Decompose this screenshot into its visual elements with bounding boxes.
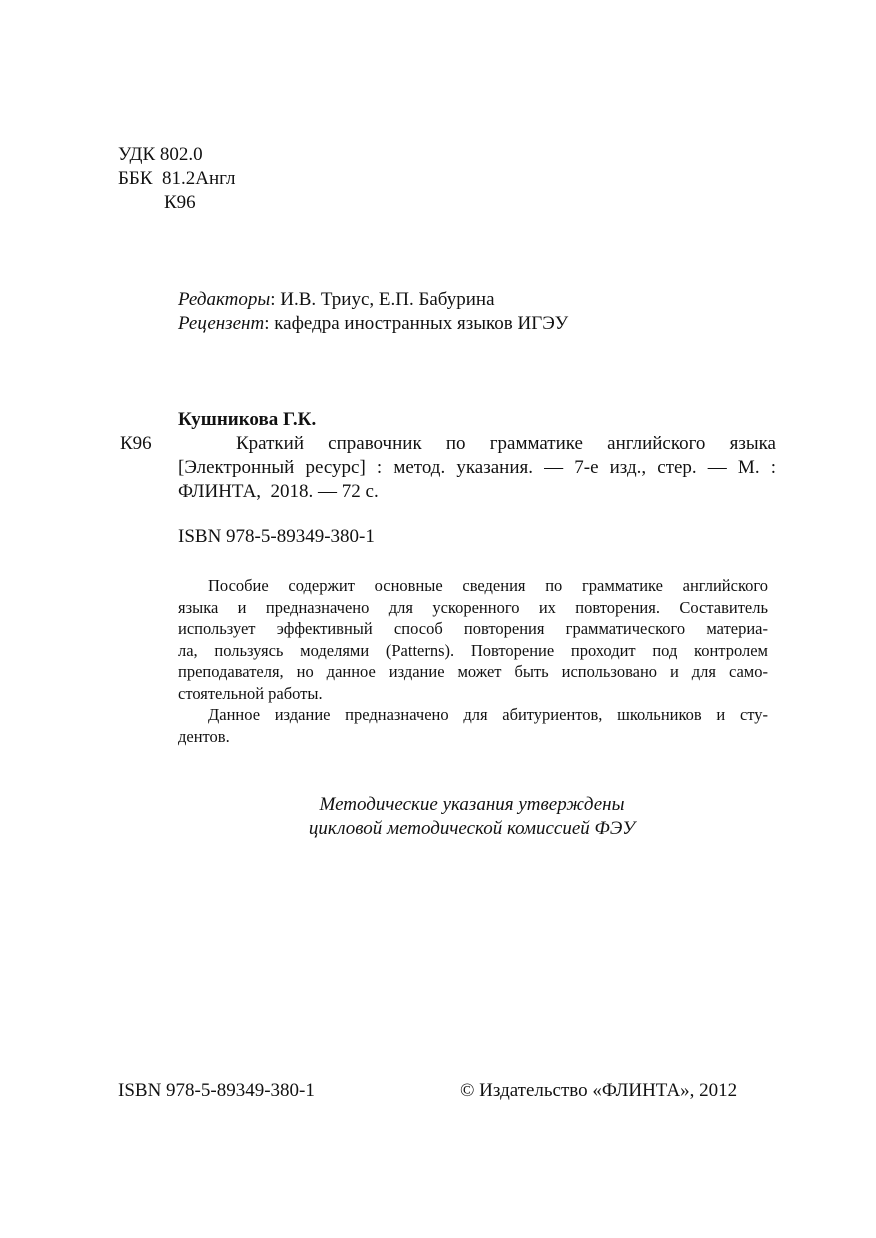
classification: [118, 143, 235, 215]
annotation-para-1: [178, 575, 768, 704]
annotation-line: использует эффективный способ повторения грамматического материа-: [178, 619, 768, 638]
editors-value: : И.В. Триус, Е.П. Бабурина: [270, 289, 495, 310]
annotation-line: Пособие содержит основные сведения по грамматике английского: [208, 576, 768, 595]
bib-line-2: [Электронный ресурс] : метод. указания. — 7-е изд., стер. — М. :: [178, 457, 776, 478]
bib-mark: К96: [120, 433, 152, 454]
isbn-main: ISBN 978-5-89349-380-1: [178, 526, 375, 547]
bib-description: [178, 432, 776, 504]
reviewer-value: : кафедра иностранных языков ИГЭУ: [264, 313, 569, 334]
annotation-line: дентов.: [178, 726, 230, 746]
annotation: [178, 575, 768, 747]
reviewer-label: Рецензент: [178, 313, 265, 334]
bib-line-1: Краткий справочник по грамматике английского языка: [236, 433, 776, 454]
annotation-line: преподавателя, но данное издание может быть использовано и для само-: [178, 662, 768, 681]
reviewer-line: [178, 312, 568, 336]
footer-isbn: ISBN 978-5-89349-380-1: [118, 1080, 315, 1101]
bib-line-3: ФЛИНТА, 2018. — 72 с.: [178, 481, 379, 502]
editors-label: Редакторы: [178, 289, 271, 310]
author-mark: К96: [164, 192, 196, 213]
approval: [0, 793, 876, 841]
bbk-code: ББК 81.2Англ: [118, 168, 236, 189]
credits: [178, 288, 568, 336]
annotation-para-2: [178, 704, 768, 747]
author-name: Кушникова Г.К.: [178, 409, 317, 430]
footer-copyright: © Издательство «ФЛИНТА», 2012: [460, 1080, 738, 1101]
editors-line: [178, 288, 568, 312]
annotation-line: стоятельной работы.: [178, 683, 323, 703]
approval-line-2: цикловой методической комиссией ФЭУ: [308, 818, 636, 839]
udk-code: УДК 802.0: [118, 144, 203, 165]
approval-line-1: Методические указания утверждены: [319, 794, 625, 815]
annotation-line: Данное издание предназначено для абитуриентов, школьников и сту-: [208, 705, 768, 724]
annotation-line: языка и предназначено для ускоренного их повторения. Составитель: [178, 597, 768, 617]
annotation-line: ла, пользуясь моделями (Patterns). Повторение проходит под контролем: [178, 640, 768, 660]
